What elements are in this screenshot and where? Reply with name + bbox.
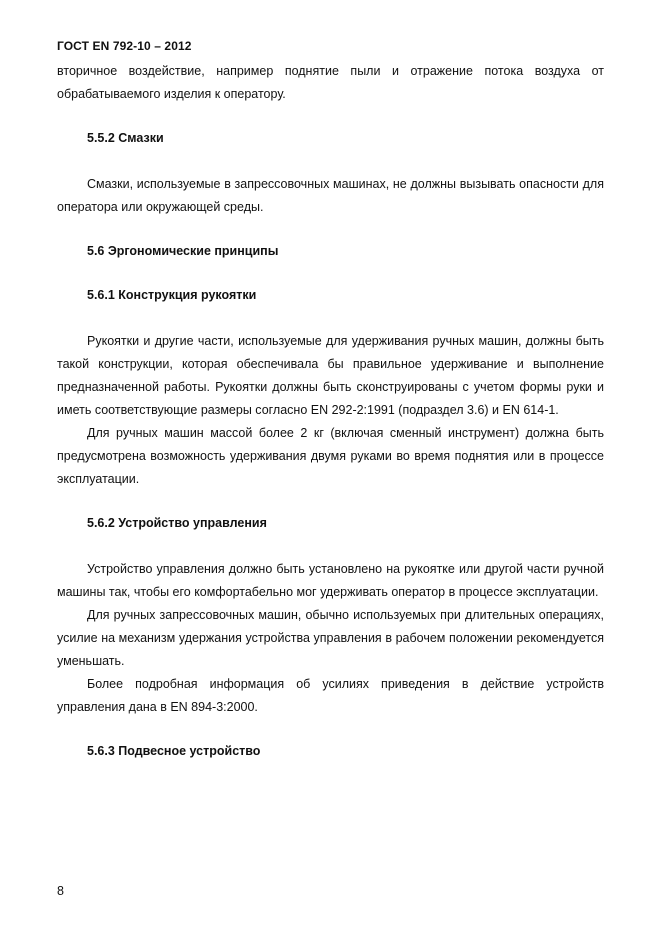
heading-5-6: 5.6 Эргономические принципы (87, 244, 279, 258)
page-number: 8 (57, 884, 64, 898)
paragraph-5-6-2-1: Устройство управления должно быть установлено на рукоятке или другой части ручной машины так, чтобы его комфортабельно мог удерживать оператор в процессе эксплуатации. (57, 562, 604, 599)
paragraph-5-6-2-2: Для ручных запрессовочных машин, обычно используемых при длительных операциях, усилие на механизм удержания устройства управления в рабочем положении рекомендуется уменьшать. (57, 608, 604, 668)
paragraph-5-6-1-2: Для ручных машин массой более 2 кг (включая сменный инструмент) должна быть предусмотрена возможность удерживания двумя руками во время поднятия или в процессе эксплуатации. (57, 426, 604, 486)
page-content (57, 60, 604, 763)
heading-5-5-2: 5.5.2 Смазки (87, 131, 164, 145)
heading-5-6-1: 5.6.1 Конструкция рукоятки (87, 288, 257, 302)
heading-5-6-2: 5.6.2 Устройство управления (87, 516, 267, 530)
paragraph-5-6-2-3: Более подробная информация об усилиях приведения в действие устройств управления дана в EN 894-3:2000. (57, 677, 604, 714)
intro-paragraph: вторичное воздействие, например поднятие пыли и отражение потока воздуха от обрабатываемого изделия к оператору. (57, 64, 604, 101)
paragraph-5-5-2-1: Смазки, используемые в запрессовочных машинах, не должны вызывать опасности для оператора или окружающей среды. (57, 177, 604, 214)
document-header: ГОСТ EN 792-10 – 2012 (57, 39, 192, 53)
paragraph-5-6-1-1: Рукоятки и другие части, используемые для удерживания ручных машин, должны быть такой конструкции, которая обеспечивала бы правильное удерживание и выполнение предназначенной работы. Рукоятки должны быть сконструированы с учетом формы руки и иметь соответствующие размеры согласно EN 292-2:1991 (подраздел 3.6) и EN 614-1. (57, 334, 604, 417)
heading-5-6-3: 5.6.3 Подвесное устройство (87, 744, 261, 758)
